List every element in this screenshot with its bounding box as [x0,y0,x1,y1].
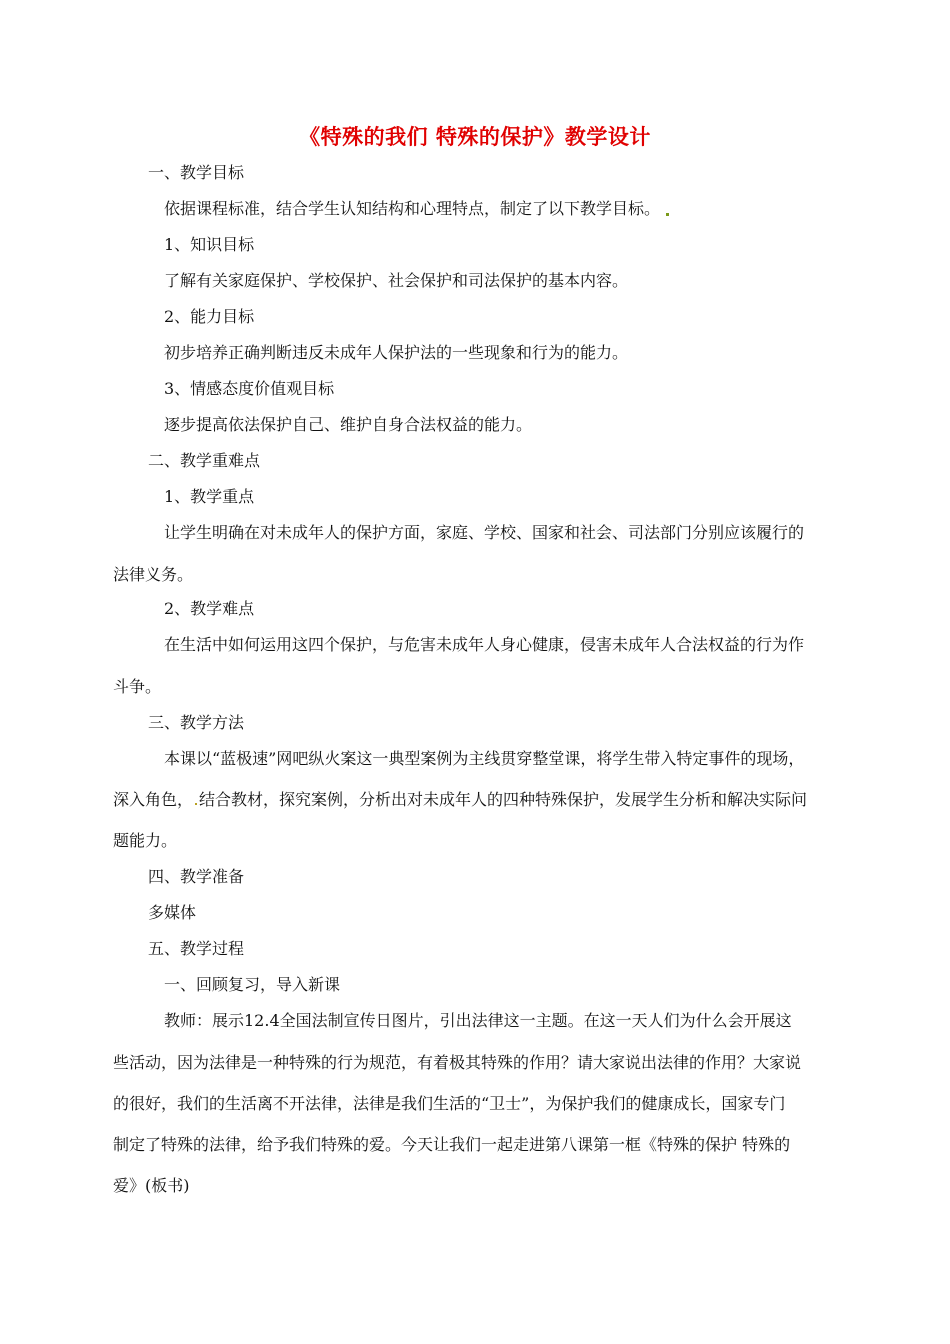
paragraph: 教师：展示12.4全国法制宣传日图片，引出法律这一主题。在这一天人们为什么会开展这 [164,1011,792,1030]
paragraph: 让学生明确在对未成年人的保护方面，家庭、学校、国家和社会、司法部门分别应该履行的 [164,523,805,542]
paragraph: 了解有关家庭保护、学校保护、社会保护和司法保护的基本内容。 [164,271,629,290]
paragraph: 本课以“蓝极速”网吧纵火案这一典型案例为主线贯穿整堂课，将学生带入特定事件的现场， [164,749,805,768]
paragraph-continued [113,790,807,810]
paragraph-continued: 的很好，我们的生活离不开法律，法律是我们生活的“卫士”，为保护我们的健康成长，国家专门 [113,1094,786,1113]
subheading-difficulty: 2、教学难点 [164,599,255,618]
section-heading-process: 五、教学过程 [148,939,245,958]
paragraph: 初步培养正确判断违反未成年人保护法的一些现象和行为的能力。 [164,343,629,362]
paragraph-continued: 斗争。 [113,677,162,696]
subheading-knowledge: 1、知识目标 [164,235,255,254]
paragraph: 逐步提高依法保护自己、维护自身合法权益的能力。 [164,415,533,434]
document-title: 《特殊的我们 特殊的保护》教学设计 [299,125,651,149]
section-heading-methods: 三、教学方法 [148,713,245,732]
paragraph-continued: 制定了特殊的法律，给予我们特殊的爱。今天让我们一起走进第八课第一框《特殊的保护 特殊的 [113,1135,791,1154]
paragraph-continued: 法律义务。 [113,565,194,584]
stray-mark-icon [195,803,197,805]
paragraph: 在生活中如何运用这四个保护，与危害未成年人身心健康，侵害未成年人合法权益的行为作 [164,635,805,654]
stray-mark-icon [666,213,669,216]
section-heading-key-points: 二、教学重难点 [148,451,261,470]
section-heading-preparation: 四、教学准备 [148,867,245,886]
subheading-review: 一、回顾复习，导入新课 [164,975,341,994]
subheading-attitude: 3、情感态度价值观目标 [164,379,335,398]
paragraph-continued: 爱》(板书) [113,1176,190,1195]
subheading-focus: 1、教学重点 [164,487,255,506]
paragraph: 多媒体 [148,903,197,922]
section-heading-objectives: 一、教学目标 [148,163,245,182]
paragraph-continued: 题能力。 [113,831,178,850]
paragraph-text: 依据课程标准，结合学生认知结构和心理特点，制定了以下教学目标。 [164,199,661,218]
paragraph-continued: 些活动，因为法律是一种特殊的行为规范，有着极其特殊的作用？请大家说出法律的作用？大家说 [113,1053,802,1072]
paragraph [164,199,669,219]
paragraph-text: 结合教材，探究案例，分析出对未成年人的四种特殊保护，发展学生分析和解决实际问 [199,790,808,809]
paragraph-text: 深入角色， [113,790,194,809]
subheading-ability: 2、能力目标 [164,307,255,326]
